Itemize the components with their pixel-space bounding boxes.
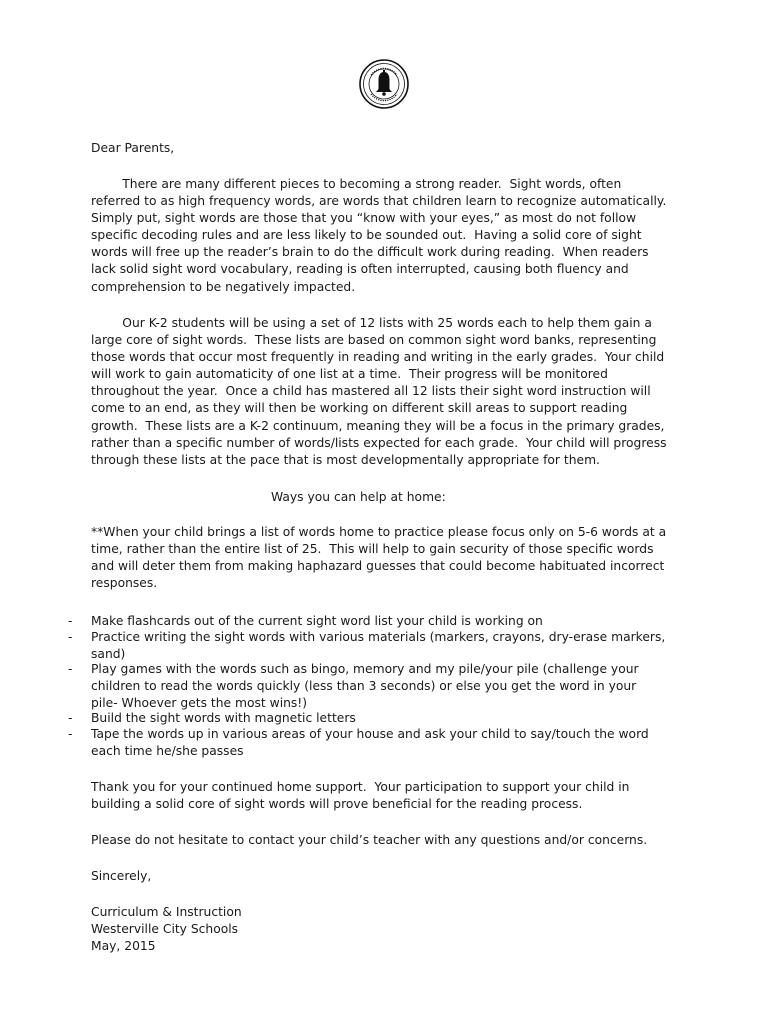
list-item [91, 710, 356, 727]
text-line: Build the sight words with magnetic letters [91, 711, 356, 725]
text-line: come to an end, as they will then be working on different skill areas to support reading [91, 401, 628, 416]
text-line: growth. These lists are a K-2 continuum, meaning they will be a focus in the primary grades, [91, 418, 665, 433]
list-item [91, 726, 649, 760]
text-line: each time he/she passes [91, 744, 244, 759]
text-line: through these lists at the pace that is most developmentally appropriate for them. [91, 452, 600, 467]
text-line: lack solid sight word vocabulary, reading is often interrupted, causing both fluency and [91, 262, 629, 277]
paragraph-program [91, 315, 667, 469]
text-line: comprehension to be negatively impacted. [91, 279, 356, 294]
text-line: time, rather than the entire list of 25. This will help to gain security of those specific words [91, 542, 654, 557]
list-bullet: - [68, 662, 73, 676]
text-line: rather than a specific number of words/lists expected for each grade. Your child will progress [91, 435, 667, 450]
paragraph-contact: Please do not hesitate to contact your child’s teacher with any questions and/or concerns. [91, 833, 648, 847]
section-heading: Ways you can help at home: [271, 490, 446, 504]
text-line: building a solid core of sight words will prove beneficial for the reading process. [91, 797, 583, 812]
text-line: children to read the words quickly (less than 3 seconds) or else you get the word in your [91, 679, 637, 694]
salutation: Dear Parents, [91, 141, 175, 155]
text-line: Thank you for your continued home support. Your participation to support your child in [91, 780, 630, 794]
list-item [91, 613, 543, 630]
list-item [91, 661, 639, 712]
text-line: throughout the year. Once a child has mastered all 12 lists their sight word instruction will [91, 384, 651, 399]
text-line: Make flashcards out of the current sight word list your child is working on [91, 614, 543, 628]
list-bullet: - [68, 711, 73, 725]
text-line: will work to gain automaticity of one list at a time. Their progress will be monitored [91, 367, 608, 382]
list-item [91, 629, 665, 663]
list-bullet: - [68, 630, 73, 644]
text-line: large core of sight words. These lists are based on common sight word banks, representing [91, 333, 657, 348]
text-line: those words that occur most frequently in reading and writing in the early grades. Your child [91, 350, 665, 365]
text-line: pile- Whoever gets the most wins!) [91, 696, 308, 711]
text-line: specific decoding rules and are less likely to be sounded out. Having a solid core of sight [91, 228, 642, 243]
text-line: **When your child brings a list of words home to practice please focus only on 5-6 words at a [91, 525, 667, 539]
text-line: Play games with the words such as bingo, memory and my pile/your pile (challenge your [91, 662, 639, 676]
text-line: words will free up the reader’s brain to do the difficult work during reading. When readers [91, 245, 649, 260]
signature-date: May, 2015 [91, 939, 156, 954]
closing: Sincerely, [91, 869, 152, 883]
text-line: sand) [91, 647, 126, 662]
text-line: Simply put, sight words are those that you “know with your eyes,” as most do not follow [91, 211, 637, 226]
list-bullet: - [68, 614, 73, 628]
signature-block [91, 904, 242, 955]
list-bullet: - [68, 727, 73, 741]
signature-district: Westerville City Schools [91, 922, 239, 937]
paragraph-practice-tip [91, 524, 666, 592]
paragraph-thanks [91, 779, 629, 813]
paragraph-intro [91, 176, 666, 296]
text-line: Our K-2 students will be using a set of 12 lists with 25 words each to help them gain a [91, 316, 652, 330]
text-line: There are many different pieces to becoming a strong reader. Sight words, often [91, 177, 622, 191]
text-line: referred to as high frequency words, are words that children learn to recognize automatically. [91, 194, 667, 209]
signature-department: Curriculum & Instruction [91, 905, 242, 919]
text-line: and will deter them from making haphazard guesses that could become habituated incorrect [91, 559, 665, 574]
text-line: Practice writing the sight words with various materials (markers, crayons, dry-erase markers, [91, 630, 666, 644]
text-line: Tape the words up in various areas of your house and ask your child to say/touch the word [91, 727, 649, 741]
text-line: responses. [91, 576, 158, 591]
school-seal-logo [359, 59, 409, 109]
